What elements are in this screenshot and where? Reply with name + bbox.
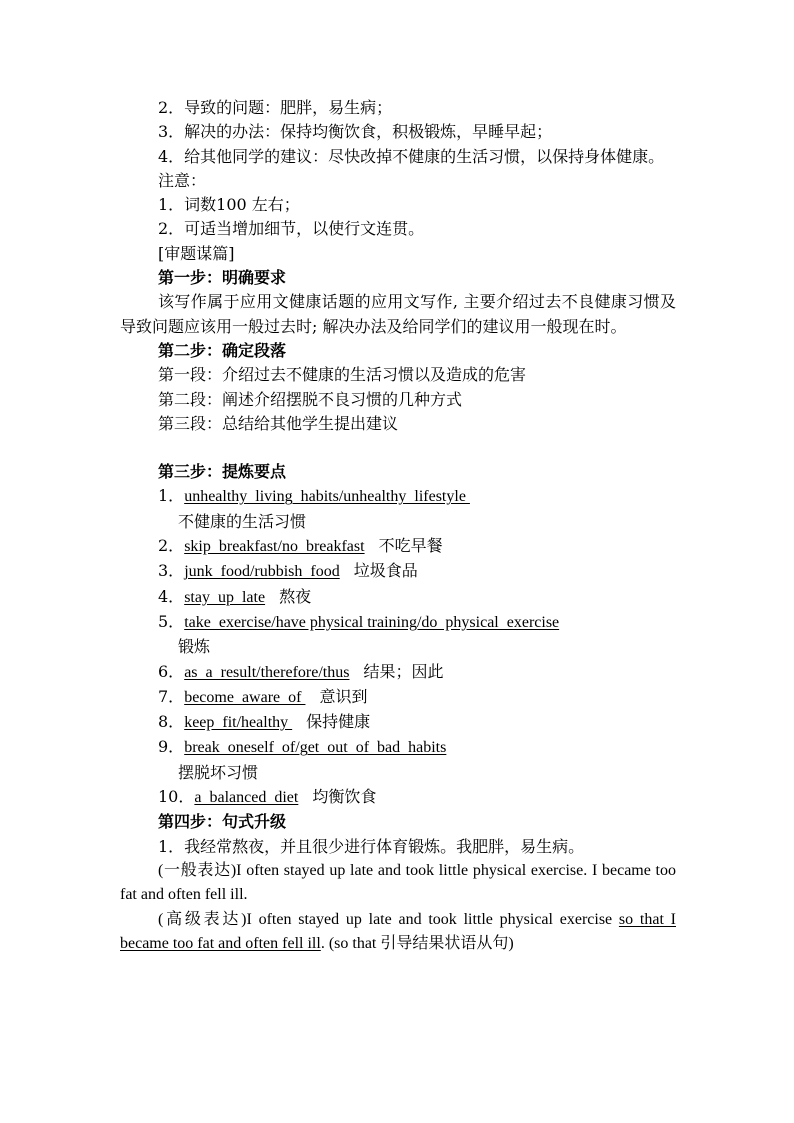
phrase-english: skip breakfast/no breakfast [184, 538, 365, 556]
phrase-chinese: 垃圾食品 [353, 561, 418, 581]
phrase-chinese: 意识到 [319, 686, 368, 706]
phrase-english: as a result/therefore/thus [184, 663, 350, 681]
step4-item-1: 1．我经常熬夜，并且很少进行体育锻炼。我肥胖，易生病。 [158, 836, 585, 856]
phrase-number: 1． [158, 486, 185, 506]
advanced-expression [120, 908, 676, 957]
phrase-chinese: 均衡饮食 [312, 787, 377, 807]
phrase-chinese: 保持健康 [306, 712, 371, 732]
phrase-item [120, 735, 676, 760]
phrase-english: a balanced diet [194, 789, 299, 807]
phrase-item [120, 559, 676, 584]
phrase-number: 3． [158, 561, 185, 581]
phrase-number: 2． [158, 536, 185, 556]
phrase-number: 5． [158, 611, 185, 631]
blank-line [120, 436, 676, 460]
phrase-item [120, 610, 676, 635]
phrase-number: 10． [158, 787, 195, 807]
phrase-english: keep fit/healthy [184, 714, 293, 732]
step2-title: 第二步：确定段落 [158, 340, 287, 360]
phrase-english: stay up late [184, 588, 266, 606]
phrase-chinese: 结果；因此 [363, 661, 444, 681]
task-point-2: 2．导致的问题：肥胖，易生病； [158, 98, 393, 117]
phrase-chinese: 摆脱坏习惯 [178, 762, 259, 782]
note-1: 1．词数100 左右； [158, 195, 300, 215]
task-point-4: 4．给其他同学的建议：尽快改掉不健康的生活习惯，以保持身体健康。 [158, 146, 665, 166]
phrase-item [120, 484, 676, 509]
advanced-suffix: . (so that 引导结果状语从句) [320, 934, 514, 952]
document-page [120, 96, 676, 956]
phrase-english: take exercise/have physical training/do physical exercise [184, 613, 560, 631]
phrase-number: 6． [158, 661, 185, 681]
step2-paragraph-1: 第一段：介绍过去不健康的生活习惯以及造成的危害 [158, 365, 527, 385]
step1-title: 第一步：明确要求 [158, 268, 287, 288]
phrase-number: 9． [158, 737, 185, 757]
task-point-3: 3．解决的办法：保持均衡饮食，积极锻炼，早睡早起； [158, 122, 553, 142]
phrase-item [120, 710, 676, 735]
phrase-item [120, 785, 676, 810]
phrase-english: break oneself of/get out of bad habits [184, 739, 447, 757]
note-2: 2．可适当增加细节，以使行文连贯。 [158, 219, 425, 239]
phrase-number: 8． [158, 712, 185, 732]
phrase-item [120, 660, 676, 685]
step3-title: 第三步：提炼要点 [158, 462, 287, 482]
phrase-item [120, 585, 676, 610]
step2-paragraph-3: 第三段：总结给其他学生提出建议 [158, 413, 399, 433]
general-expression: (一般表达)I often stayed up late and took little physical exercise. I became too fat and often fell ill. [120, 861, 676, 904]
step2-paragraph-2: 第二段：阐述介绍摆脱不良习惯的几种方式 [158, 389, 463, 409]
section-title: [审题谋篇] [158, 243, 235, 263]
step4-title: 第四步：句式升级 [158, 812, 287, 832]
notes-title: 注意： [158, 170, 207, 190]
phrase-number: 7． [158, 686, 185, 706]
phrase-english: become aware of [184, 688, 306, 706]
phrase-english: junk food/rubbish food [184, 563, 340, 581]
phrase-item [120, 685, 676, 710]
phrase-chinese: 不吃早餐 [378, 536, 443, 556]
step1-text: 该写作属于应用文健康话题的应用文写作, 主要介绍过去不良健康习惯及导致问题应该用一般过去时; 解决办法及给同学们的建议用一般现在时。 [120, 292, 676, 336]
advanced-underlined: so that I became too fat and often fell ill [120, 910, 676, 952]
phrase-english: unhealthy living habits/unhealthy lifestyle [184, 488, 470, 506]
phrase-chinese: 不健康的生活习惯 [178, 511, 307, 531]
phrase-chinese: 熬夜 [279, 586, 312, 606]
phrase-number: 4． [158, 586, 185, 606]
phrase-item [120, 534, 676, 559]
phrase-chinese: 锻炼 [178, 637, 211, 657]
advanced-prefix: (高级表达)I often stayed up late and took little physical exercise [158, 910, 619, 928]
